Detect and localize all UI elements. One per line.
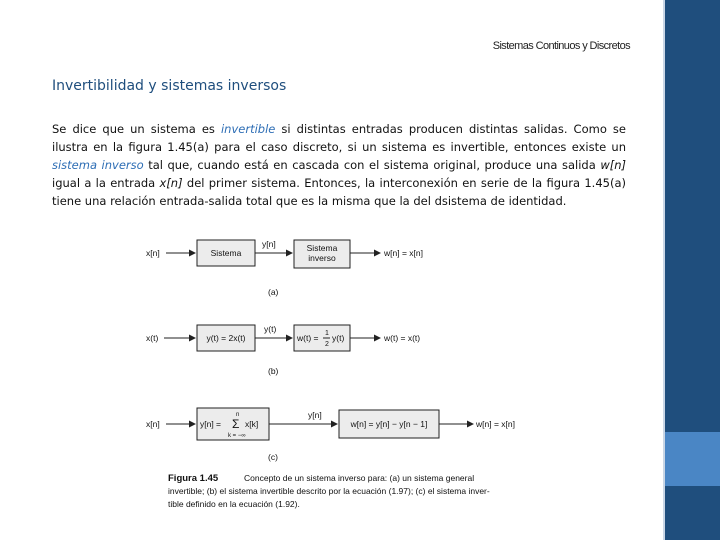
- right-sidebar: [665, 0, 720, 540]
- block-diagram: [140, 228, 535, 515]
- text-run: del primer sistema. Entonces, la interconexión en serie de la figura 1.45(a) tiene una relación entrada-salida total que es la misma que la del dsistema de identidad.: [52, 176, 626, 208]
- c-inverse-label: w[n] = y[n] − y[n − 1]: [350, 419, 428, 429]
- text-run: si distintas entradas producen distintas salidas. Como se ilustra en la figura 1.45(a) para el caso discreto, si un sistema es invertible, entonces existe un: [52, 122, 626, 154]
- a-mid-label: y[n]: [262, 239, 276, 249]
- c-caption: (c): [268, 452, 278, 462]
- b-caption: (b): [268, 366, 279, 376]
- figure-number: Figura 1.45: [168, 473, 219, 484]
- b-inverse-post: y(t): [332, 333, 345, 343]
- a-output-label: w[n] = x[n]: [384, 248, 423, 258]
- c-system-post: x[k]: [245, 419, 259, 429]
- a-inverse-label-2: inverso: [308, 253, 336, 263]
- c-system-pre: y[n] =: [200, 419, 222, 429]
- b-inverse-pre: w(t) =: [297, 333, 319, 343]
- body-paragraph: [52, 120, 626, 210]
- b-mid-label: y(t): [264, 324, 277, 334]
- text-run: igual a la entrada: [52, 176, 160, 190]
- term-sistema-inverso: sistema inverso: [52, 158, 144, 172]
- sidebar-block-accent: [665, 432, 720, 486]
- b-inverse-den: 2: [325, 341, 329, 348]
- b-input-label: x(t): [146, 333, 159, 343]
- b-system-label: y(t) = 2x(t): [206, 333, 246, 343]
- slide-title: Invertibilidad y sistemas inversos: [52, 78, 287, 94]
- b-inverse-num: 1: [325, 330, 329, 337]
- c-mid-label: y[n]: [308, 410, 322, 420]
- term-w-n: w[n]: [600, 158, 626, 172]
- figure-caption-line-2: invertible; (b) el sistema invertible descrito por la ecuación (1.97); (c) el sistema inver-: [168, 486, 490, 496]
- a-input-label: x[n]: [146, 248, 160, 258]
- b-output-label: w(t) = x(t): [384, 333, 421, 343]
- slide-header: Sistemas Continuos y Discretos: [492, 40, 630, 52]
- text-run: tal que, cuando está en cascada con el sistema original, produce una salida: [143, 158, 601, 172]
- a-inverse-label-1: Sistema: [306, 243, 338, 253]
- a-caption: (a): [268, 287, 279, 297]
- figure-caption-line-1: Concepto de un sistema inverso para: (a) un sistema general: [244, 473, 475, 483]
- c-sum-top: n: [236, 412, 240, 418]
- c-input-label: x[n]: [146, 419, 160, 429]
- term-x-n: x[n]: [159, 176, 183, 190]
- a-system-label: Sistema: [210, 248, 242, 258]
- figure-1-45: [140, 228, 535, 515]
- term-invertible: invertible: [220, 122, 276, 136]
- sidebar-block-top: [665, 0, 720, 432]
- c-sum-bottom: k = −∞: [228, 433, 246, 439]
- figure-caption-line-3: tible definido en la ecuación (1.92).: [168, 499, 300, 509]
- c-sum-sigma: Σ: [232, 417, 240, 431]
- sidebar-block-bottom: [665, 486, 720, 540]
- text-run: Se dice que un sistema es: [52, 122, 221, 136]
- c-output-label: w[n] = x[n]: [476, 419, 515, 429]
